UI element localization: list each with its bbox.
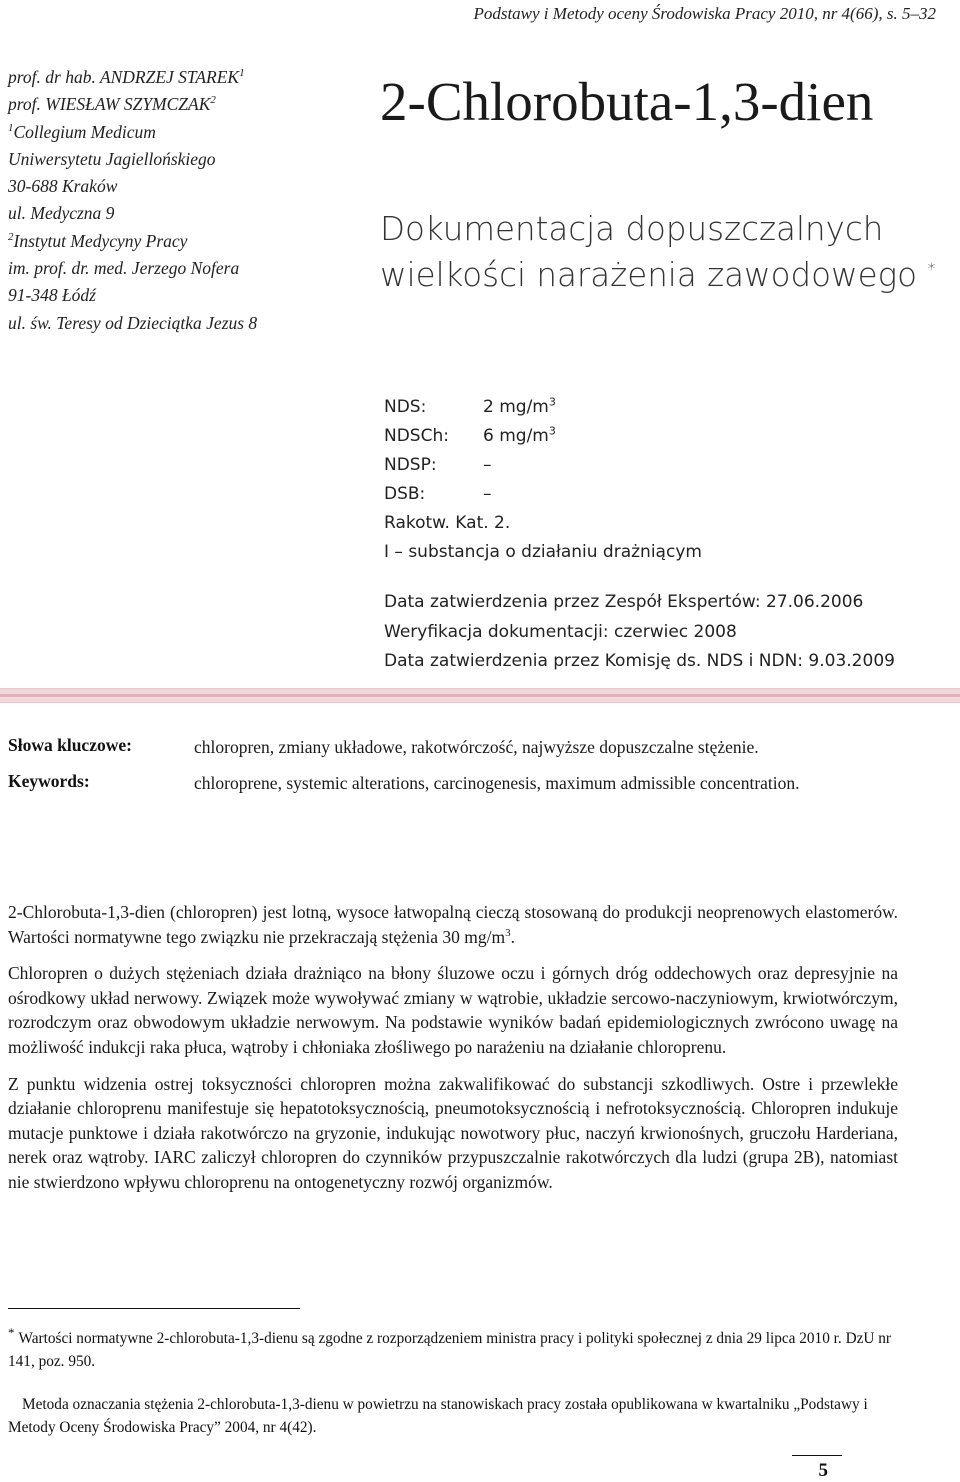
footnote-rule [8, 1308, 300, 1309]
keywords-pl-text: chloropren, zmiany układowe, rakotwórczość, najwyższe dopuszczalne stężenie. [194, 737, 759, 757]
exposure-limits [384, 393, 702, 567]
keywords-en-text: chloroprene, systemic alterations, carcinogenesis, maximum admissible concentration. [194, 773, 800, 793]
subtitle-line: wielkości narażenia zawodowego * [380, 256, 936, 294]
limit-row-dsb: DSB: – [384, 484, 492, 504]
author-line: prof. dr hab. ANDRZEJ STAREK$^1$ [8, 67, 245, 87]
commission-approval-date: Data zatwierdzenia przez Komisję ds. NDS i NDN: 9.03.2009 [384, 651, 895, 671]
section-divider [0, 688, 960, 703]
affiliation-line: im. prof. dr. med. Jerzego Nofera [8, 258, 240, 279]
affiliation-line: ul. św. Teresy od Dzieciątka Jezus 8 [8, 312, 258, 333]
expert-approval-date: Data zatwierdzenia przez Zespół Ekspertów: 27.06.2006 [384, 592, 864, 612]
document-subtitle [380, 206, 950, 298]
affiliation-line: Uniwersytetu Jagiellońskiego [8, 148, 216, 169]
author-affiliations [8, 64, 353, 337]
limit-row-ndsch: NDSCh: 6 $mg/m^3$ [384, 424, 556, 446]
keywords-en-label: Keywords: [8, 771, 90, 791]
limit-row-ndsp: NDSP: – [384, 455, 492, 475]
footnotes [8, 1324, 903, 1459]
affiliation-line: 30-688 Kraków [8, 176, 118, 197]
paragraph: Z punktu widzenia ostrej toksyczności chloropren można zakwalifikować do substancji szkodliwych. Ostre i przewlekłe działanie chloroprenu manifestuje się hepatotoksycznością, pneumotoksycznością i nefrotoksycznością. Chloropren indukuje mutacje punktowe i działa rakotwórczo na gryzonie, indukując nowotwory płuc, naczyń krwionośnych, gruczołu Harderiana, nerek oraz wątroby. IARC zaliczył chloropren do czynników przypuszczalnie rakotwórczych dla ludzi (grupa 2B), natomiast nie stwierdzono wpływu chloroprenu na ontogenetyczny rozwój organizmów. [8, 1073, 898, 1192]
substance-note: I – substancja o działaniu drażniącym [384, 542, 702, 562]
paragraph: 2-Chlorobuta-1,3-dien (chloropren) jest lotną, wysoce łatwopalną cieczą stosowaną do produkcji neoprenowych elastomerów. Wartości normatywne tego związku nie przekraczają stężenia 30 $mg/m^3$. [8, 902, 898, 947]
affiliation-line: $^1$Collegium Medicum [8, 121, 156, 142]
keywords-pl-label: Słowa kluczowe: [8, 735, 132, 755]
page-number: 5 [818, 1460, 828, 1481]
document-title: 2-Chlorobuta-1,3-dien [380, 71, 874, 132]
footnote: * Wartości normatywne 2-chlorobuta-1,3-dienu są zgodne z rozporządzeniem ministra pracy i polityki społecznej z dnia 29 lipca 2010 r. DzU nr 141, poz. 950. [8, 1324, 892, 1370]
paragraph: Chloropren o dużych stężeniach działa drażniąco na błony śluzowe oczu i górnych dróg oddechowych oraz depresyjnie na ośrodkowy układ nerwowy. Związek może wywoływać zmiany w wątrobie, układzie sercowo-naczyniowym, krwiotwórczym, rozrodczym oraz obwodowym układzie nerwowym. Na podstawie wyników badań epidemiologicznych zwrócono uwagę na możliwość indukcji raka płuca, wątroby i chłoniaka złośliwego po narażeniu na działanie chloroprenu. [8, 963, 898, 1057]
page-number-rule [792, 1455, 842, 1456]
abstract-body [8, 900, 898, 1207]
approval-dates [384, 588, 895, 677]
author-line: prof. WIESŁAW SZYMCZAK$^2$ [8, 94, 216, 115]
affiliation-line: 91-348 Łódź [8, 285, 96, 306]
carcinogen-category: Rakotw. Kat. 2. [384, 513, 511, 533]
affiliation-line: ul. Medyczna 9 [8, 203, 115, 224]
journal-header: Podstawy i Metody oceny Środowiska Pracy 2010, nr 4(66), s. 5–32 [473, 4, 936, 23]
subtitle-line: Dokumentacja dopuszczalnych [380, 210, 884, 248]
verification-date: Weryfikacja dokumentacji: czerwiec 2008 [384, 621, 737, 642]
footnote: Metoda oznaczania stężenia 2-chlorobuta-1,3-dienu w powietrzu na stanowiskach pracy została opublikowana w kwartalniku „Podstawy i Metody Oceny Środowiska Pracy” 2004, nr 4(42). [8, 1396, 868, 1436]
affiliation-line: $^2$Instytut Medycyny Pracy [8, 230, 188, 251]
footnote-mark: * [927, 259, 936, 279]
limit-row-nds: NDS: 2 $mg/m^3$ [384, 395, 556, 417]
